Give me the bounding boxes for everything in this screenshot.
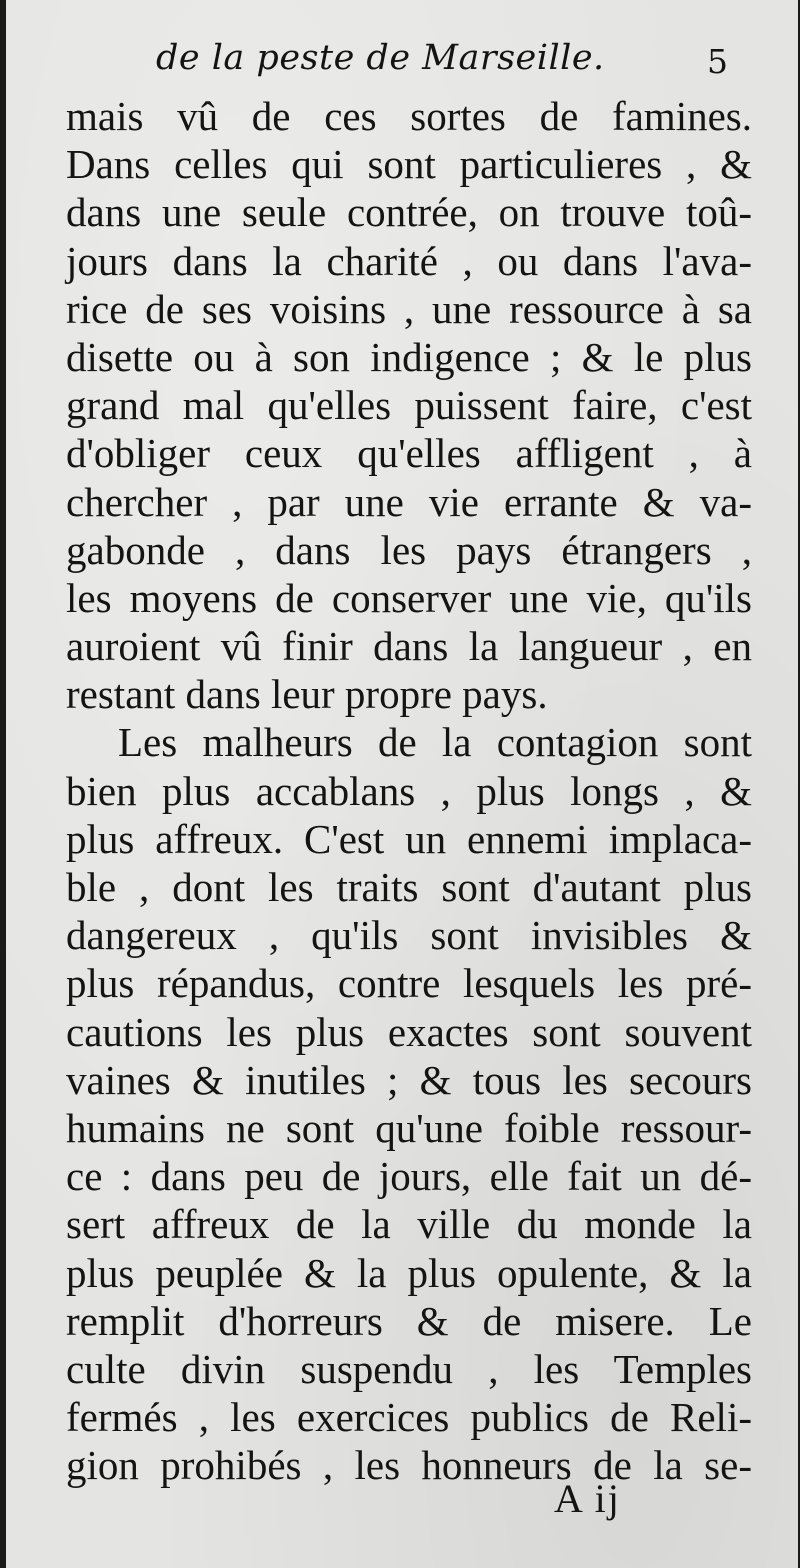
text-line: disette ou à son indigence ; & le plus (66, 333, 752, 380)
paragraph-first-line: Les malheurs de la contagion sont (118, 719, 752, 766)
text-line: fermés , les exercices publics de Reli- (66, 1394, 752, 1441)
text-line: culte divin suspendu , les Temples (66, 1345, 752, 1392)
signature-mark: A ij (554, 1476, 621, 1521)
text-line: bien plus accablans , plus longs , & (66, 767, 752, 814)
page-number: 5 (707, 42, 728, 81)
text-line: plus affreux. C'est un ennemi implaca- (66, 815, 752, 862)
text-line: restant dans leur propre pays. (66, 671, 548, 718)
text-line: vaines & inutiles ; & tous les secours (66, 1056, 752, 1103)
page-header (156, 38, 736, 94)
text-line: auroient vû finir dans la langueur , en (66, 623, 752, 670)
text-line: sert affreux de la ville du monde la (66, 1201, 752, 1248)
text-line: chercher , par une vie errante & va- (66, 478, 752, 525)
text-line: plus répandus, contre lesquels les pré- (66, 960, 752, 1007)
text-line: les moyens de conserver une vie, qu'ils (66, 574, 752, 621)
text-line: d'obliger ceux qu'elles affligent , à (66, 430, 752, 477)
text-line: rice de ses voisins , une ressource à sa (66, 285, 752, 332)
text-line: mais vû de ces sortes de famines. (66, 93, 752, 139)
running-head: de la peste de Marseille. (156, 38, 605, 78)
text-line: gabonde , dans les pays étrangers , (66, 526, 752, 573)
text-line: dangereux , qu'ils sont invisibles & (66, 912, 752, 959)
text-line: ce : dans peu de jours, elle fait un dé- (66, 1153, 752, 1200)
text-line: dans une seule contrée, on trouve toû- (66, 189, 752, 236)
text-line: ble , dont les traits sont d'autant plus (66, 864, 752, 910)
body-text (66, 92, 752, 1489)
text-line: cautions les plus exactes sont souvent (66, 1008, 752, 1055)
text-line: grand mal qu'elles puissent faire, c'est (66, 382, 752, 429)
text-line: jours dans la charité , ou dans l'ava- (66, 237, 752, 284)
text-line: Dans celles qui sont particulieres , & (66, 141, 752, 188)
text-line: humains ne sont qu'une foible ressour- (66, 1104, 752, 1151)
text-line: gion prohibés , les honneurs de la se- (66, 1442, 752, 1489)
text-line: plus peuplée & la plus opulente, & la (66, 1249, 752, 1296)
book-page (6, 0, 798, 1568)
text-line: remplit d'horreurs & de misere. Le (66, 1297, 752, 1344)
